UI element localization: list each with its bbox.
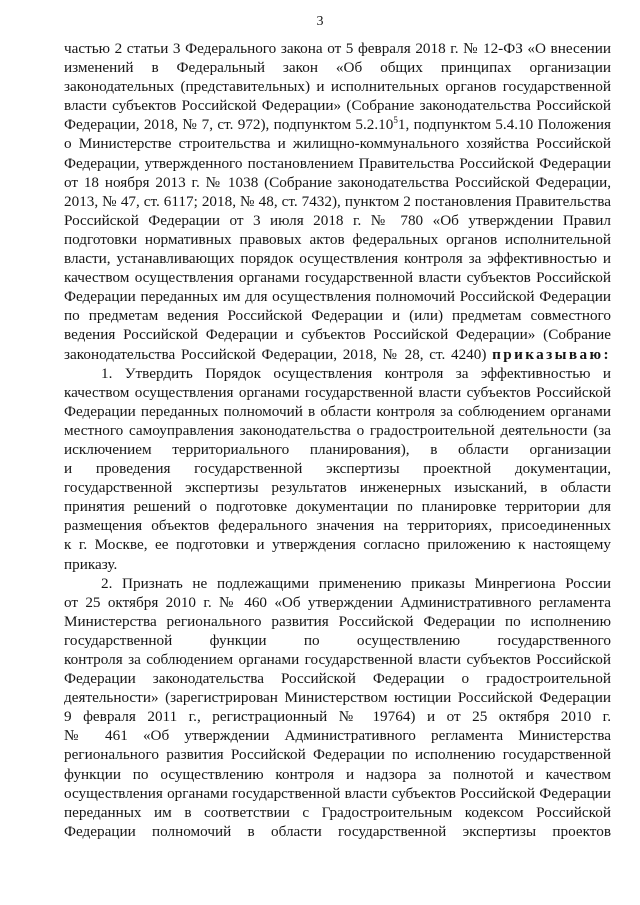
text-line: подготовки нормативных правовых актов федеральных органов исполнительной: [64, 230, 611, 248]
text-line: законодательства Российской Федерации, 2018, № 28, ст. 4240) приказываю:: [64, 345, 611, 363]
text-line: размещения объектов федерального значения на территориях, присоединенных: [64, 517, 611, 535]
text-line: Министерства регионального развития Российской Федерации по исполнению: [64, 612, 611, 630]
text-line: Федерации переданных полномочий в области контроля за соблюдением органами: [64, 402, 611, 420]
text-line: качеством осуществления органами государственной власти субъектов Российской: [64, 269, 611, 287]
text-line: приказу.: [64, 555, 118, 573]
text-line: исключением территориального планирования), в области организации: [64, 440, 611, 458]
order-keyword: приказываю:: [492, 345, 611, 363]
text-line: ведения Российской Федерации и субъектов Российской Федерации» (Собрание: [64, 326, 611, 344]
document-body: [64, 39, 611, 841]
paragraph: [64, 574, 611, 841]
text-line: власти субъектов Российской Федерации» (Собрание законодательства Российской: [64, 97, 611, 115]
text-line: законодательных (представительных) и исполнительных органов государственной: [64, 78, 611, 96]
text-line: контроля за соблюдением органами государственной власти субъектов Российской: [64, 651, 611, 668]
text-line: местного самоуправления законодательства о градостроительной деятельности (за: [64, 421, 611, 439]
text-line: переданных им в соответствии с Градостроительным кодексом Российской: [64, 803, 611, 821]
text-line: Российской Федерации от 3 июля 2018 г. № 780 «Об утверждении Правил: [64, 211, 611, 229]
text-line: и проведения государственной экспертизы проектной документации,: [64, 460, 611, 478]
paragraph: [64, 364, 611, 574]
text-line: Федерации переданных им для осуществления полномочий Российской Федерации: [64, 288, 611, 306]
text-line: качеством осуществления органами государственной власти субъектов Российской: [64, 383, 611, 401]
text-line: 1. Утвердить Порядок осуществления контроля за эффективностью и: [101, 364, 611, 382]
text-line: изменений в Федеральный закон «Об общих принципах организации: [64, 59, 611, 77]
text-line: принятия решений о подготовке документации по планировке территории для: [64, 498, 611, 516]
text-line: регионального развития Российской Федерации по исполнению государственной: [64, 746, 611, 764]
text-line: Федерации законодательства Российской Федерации о градостроительной: [64, 670, 611, 688]
text-line: функции по осуществлению контроля и надзора за полнотой и качеством: [64, 765, 611, 783]
text-line: Федерации, утвержденного постановлением Правительства Российской Федерации: [64, 154, 611, 172]
text-line: Федерации полномочий в области государственной экспертизы проектов: [64, 822, 611, 840]
text-line: 2. Признать не подлежащими применению приказы Минрегиона России: [101, 574, 611, 592]
page-number: 3: [316, 14, 324, 29]
text-line: 9 февраля 2011 г., регистрационный № 19764) и от 25 октября 2010 г.: [64, 708, 611, 726]
text-line: деятельности» (зарегистрирован Министерством юстиции Российской Федерации: [64, 689, 611, 707]
text-line: власти, устанавливающих порядок осуществления контроля за эффективностью и: [64, 250, 611, 268]
text-line: № 461 «Об утверждении Административного регламента Министерства: [64, 727, 611, 745]
text-line: государственной функции по осуществлению государственного: [64, 631, 611, 649]
text-line: осуществления органами государственной власти субъектов Российской Федерации: [64, 784, 611, 802]
text-line: по предметам ведения Российской Федерации и (или) предметам совместного: [64, 307, 611, 325]
text-line: к г. Москве, ее подготовки и утверждения согласно приложению к настоящему: [64, 536, 611, 554]
text-line: от 25 октября 2010 г. № 460 «Об утверждении Административного регламента: [64, 593, 611, 611]
text-line: от 18 ноября 2013 г. № 1038 (Собрание законодательства Российской Федерации,: [64, 173, 611, 191]
superscript: 5: [393, 115, 398, 126]
text-line: 2013, № 47, ст. 6117; 2018, № 48, ст. 7432), пунктом 2 постановления Правительства: [64, 192, 611, 210]
text-line: государственной экспертизы результатов инженерных изысканий, в области: [64, 479, 611, 497]
text-line: Федерации, 2018, № 7, ст. 972), подпунктом 5.2.10$^5$1, подпунктом 5.4.10 Положения: [64, 115, 611, 134]
paragraph: [64, 39, 611, 364]
text-line: о Министерстве строительства и жилищно-коммунального хозяйства Российской: [64, 135, 611, 153]
text-line: частью 2 статьи 3 Федерального закона от 5 февраля 2018 г. № 12-ФЗ «О внесении: [64, 40, 611, 57]
